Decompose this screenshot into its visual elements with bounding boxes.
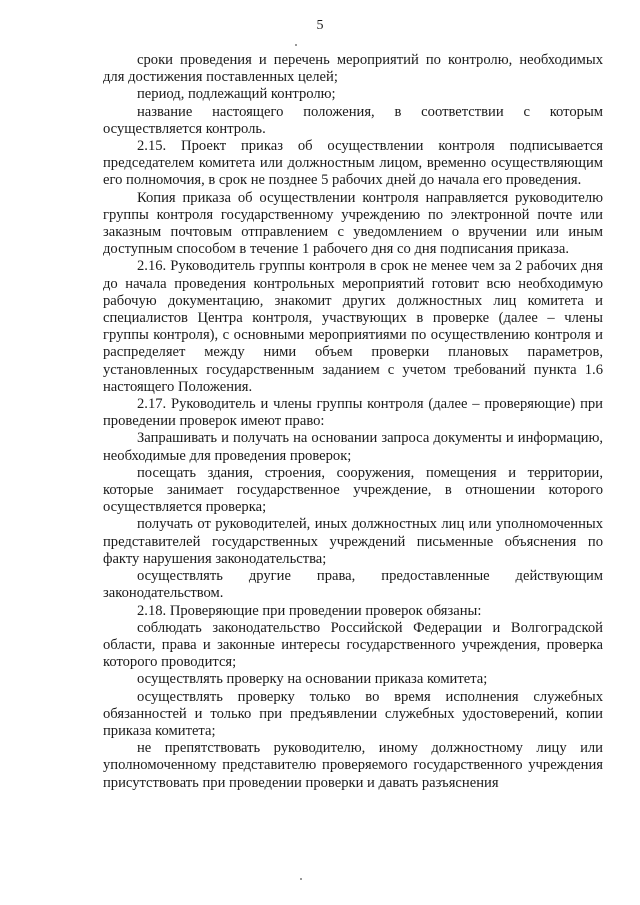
- paragraph-duty-comply-law: соблюдать законодательство Российской Федерации и Волгоградской области, права и законные интересы государственного учреждения, проверка которого проводится;: [103, 619, 603, 671]
- paragraph-right-visit-premises: посещать здания, строения, сооружения, помещения и территории, которые занимает государственное учреждение, в отношении которого осуществляется проверка;: [103, 464, 603, 516]
- paragraph-duty-allow-presence: не препятствовать руководителю, иному должностному лицу или уполномоченному представителю проверяемого государственного учреждения присутствовать при проведении проверки и давать разъяснения: [103, 740, 603, 791]
- paragraph-right-other: осуществлять другие права, предоставленные действующим законодательством.: [103, 568, 603, 602]
- paragraph-duty-order-basis: осуществлять проверку на основании приказа комитета;: [137, 671, 488, 688]
- paragraph-2-17: 2.17. Руководитель и члены группы контроля (далее – проверяющие) при проведении проверок имеют право:: [103, 396, 603, 430]
- paragraph-2-15: 2.15. Проект приказ об осуществлении контроля подписывается председателем комитета или должностным лицом, временно осуществляющим его полномочия, в срок не позднее 5 рабочих дней до начала его проведения.: [103, 138, 603, 189]
- scan-speck: [300, 878, 302, 880]
- scan-speck: [295, 44, 297, 46]
- paragraph-regulation-name: название настоящего положения, в соответствии с которым осуществляется контроль.: [103, 103, 603, 137]
- paragraph-2-16: 2.16. Руководитель группы контроля в срок не менее чем за 2 рабочих дня до начала проведения контрольных мероприятий готовит всю необходимую рабочую документацию, знакомит других должностных лиц комитета и специалистов Центра контроля, участвующих в проверке (далее – члены группы контроля), с основными мероприятиями по осуществлению контроля и распределяет между ними объем проверки плановых параметров, установленных государственным заданием с учетом требований пункта 1.6 настоящего Положения.: [103, 258, 603, 395]
- paragraph-control-period: период, подлежащий контролю;: [137, 86, 336, 103]
- paragraph-order-copy: Копия приказа об осуществлении контроля направляется руководителю группы контроля государственному учреждению по электронной почте или заказным почтовым отправлением с уведомлением о вручении или иным доступным способом в течение 1 рабочего дня со дня подписания приказа.: [103, 189, 603, 258]
- paragraph-control-schedule: сроки проведения и перечень мероприятий по контролю, необходимых для достижения поставленных целей;: [103, 52, 603, 86]
- paragraph-2-18: 2.18. Проверяющие при проведении проверок обязаны:: [137, 602, 482, 619]
- paragraph-right-obtain-explanations: получать от руководителей, иных должностных лиц или уполномоченных представителей государственных учреждений письменные объяснения по факту нарушения законодательства;: [103, 516, 603, 567]
- document-body: [103, 52, 603, 792]
- paragraph-duty-service-hours: осуществлять проверку только во время исполнения служебных обязанностей и только при предъявлении служебных удостоверений, копии приказа комитета;: [103, 688, 603, 739]
- page-number: 5: [316, 18, 324, 33]
- paragraph-right-request-documents: Запрашивать и получать на основании запроса документы и информацию, необходимые для проведения проверок;: [103, 430, 603, 464]
